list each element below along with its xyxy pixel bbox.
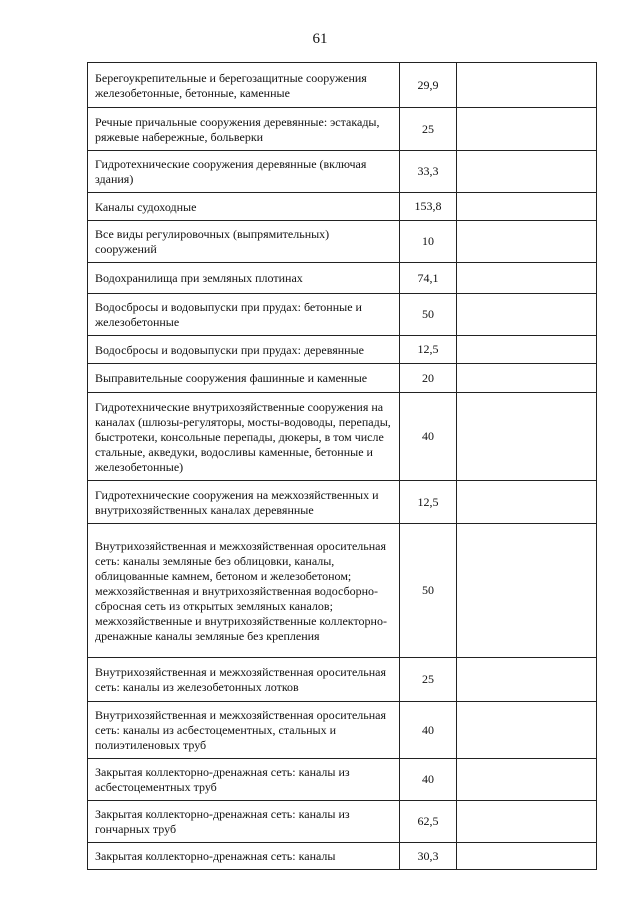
empty-cell: [457, 151, 597, 193]
rate-value: 30,3: [400, 843, 457, 870]
rate-value: 50: [400, 524, 457, 658]
table-row: [88, 336, 597, 364]
empty-cell: [457, 481, 597, 524]
rate-value: 40: [400, 759, 457, 801]
rate-value: 33,3: [400, 151, 457, 193]
table-row: [88, 658, 597, 702]
table-row: [88, 393, 597, 481]
rate-value: 25: [400, 658, 457, 702]
empty-cell: [457, 263, 597, 294]
rate-value: 25: [400, 108, 457, 151]
structure-description: Закрытая коллекторно-дренажная сеть: каналы из асбестоцементных труб: [88, 759, 400, 801]
empty-cell: [457, 393, 597, 481]
structure-description: Берегоукрепительные и берегозащитные сооружения железобетонные, бетонные, каменные: [88, 63, 400, 108]
rate-value: 40: [400, 393, 457, 481]
table-row: [88, 151, 597, 193]
empty-cell: [457, 336, 597, 364]
empty-cell: [457, 524, 597, 658]
rate-value: 20: [400, 364, 457, 393]
table-row: [88, 108, 597, 151]
structure-description: Выправительные сооружения фашинные и каменные: [88, 364, 400, 393]
empty-cell: [457, 759, 597, 801]
table-row: [88, 263, 597, 294]
depreciation-table: [87, 62, 597, 870]
table-row: [88, 364, 597, 393]
structure-description: Водосбросы и водовыпуски при прудах: бетонные и железобетонные: [88, 294, 400, 336]
empty-cell: [457, 801, 597, 843]
structure-description: Закрытая коллекторно-дренажная сеть: каналы: [88, 843, 400, 870]
table-row: [88, 524, 597, 658]
rate-value: 62,5: [400, 801, 457, 843]
rate-value: 29,9: [400, 63, 457, 108]
rate-value: 74,1: [400, 263, 457, 294]
rate-value: 12,5: [400, 481, 457, 524]
structure-description: Внутрихозяйственная и межхозяйственная оросительная сеть: каналы из железобетонных лотков: [88, 658, 400, 702]
table-row: [88, 843, 597, 870]
empty-cell: [457, 843, 597, 870]
table-row: [88, 221, 597, 263]
table-row: [88, 702, 597, 759]
rate-value: 12,5: [400, 336, 457, 364]
table-row: [88, 63, 597, 108]
structure-description: Речные причальные сооружения деревянные: эстакады, ряжевые набережные, больверки: [88, 108, 400, 151]
table-row: [88, 759, 597, 801]
structure-description: Внутрихозяйственная и межхозяйственная оросительная сеть: каналы из асбестоцементных, стальных и полиэтиленовых труб: [88, 702, 400, 759]
page-number: 61: [312, 31, 328, 47]
structure-description: Гидротехнические сооружения на межхозяйственных и внутрихозяйственных каналах деревянные: [88, 481, 400, 524]
empty-cell: [457, 63, 597, 108]
rate-value: 50: [400, 294, 457, 336]
structure-description: Гидротехнические сооружения деревянные (включая здания): [88, 151, 400, 193]
structure-description: Водохранилища при земляных плотинах: [88, 263, 400, 294]
structure-description: Закрытая коллекторно-дренажная сеть: каналы из гончарных труб: [88, 801, 400, 843]
rate-value: 40: [400, 702, 457, 759]
structure-description: Каналы судоходные: [88, 193, 400, 221]
empty-cell: [457, 221, 597, 263]
empty-cell: [457, 658, 597, 702]
empty-cell: [457, 193, 597, 221]
table-row: [88, 801, 597, 843]
structure-description: Все виды регулировочных (выпрямительных) сооружений: [88, 221, 400, 263]
table-row: [88, 294, 597, 336]
table-row: [88, 193, 597, 221]
empty-cell: [457, 364, 597, 393]
empty-cell: [457, 108, 597, 151]
structure-description: Внутрихозяйственная и межхозяйственная оросительная сеть: каналы земляные без облицовки, каналы, облицованные камнем, бетоном и железобетоном; межхозяйственная и внутрихозяйственная водосборно-сбросная сеть из открытых земляных каналов; межхозяйственные и внутрихозяйственные коллекторно-дренажные каналы земляные без крепления: [88, 524, 400, 658]
empty-cell: [457, 294, 597, 336]
rate-value: 10: [400, 221, 457, 263]
empty-cell: [457, 702, 597, 759]
structure-description: Гидротехнические внутрихозяйственные сооружения на каналах (шлюзы-регуляторы, мосты-водоводы, перепады, быстротеки, консольные перепады, дюкеры, в том числе стальные, акведуки, водосливы каменные, бетонные и железобетонные): [88, 393, 400, 481]
table-row: [88, 481, 597, 524]
structure-description: Водосбросы и водовыпуски при прудах: деревянные: [88, 336, 400, 364]
table-body: [88, 63, 597, 870]
rate-value: 153,8: [400, 193, 457, 221]
